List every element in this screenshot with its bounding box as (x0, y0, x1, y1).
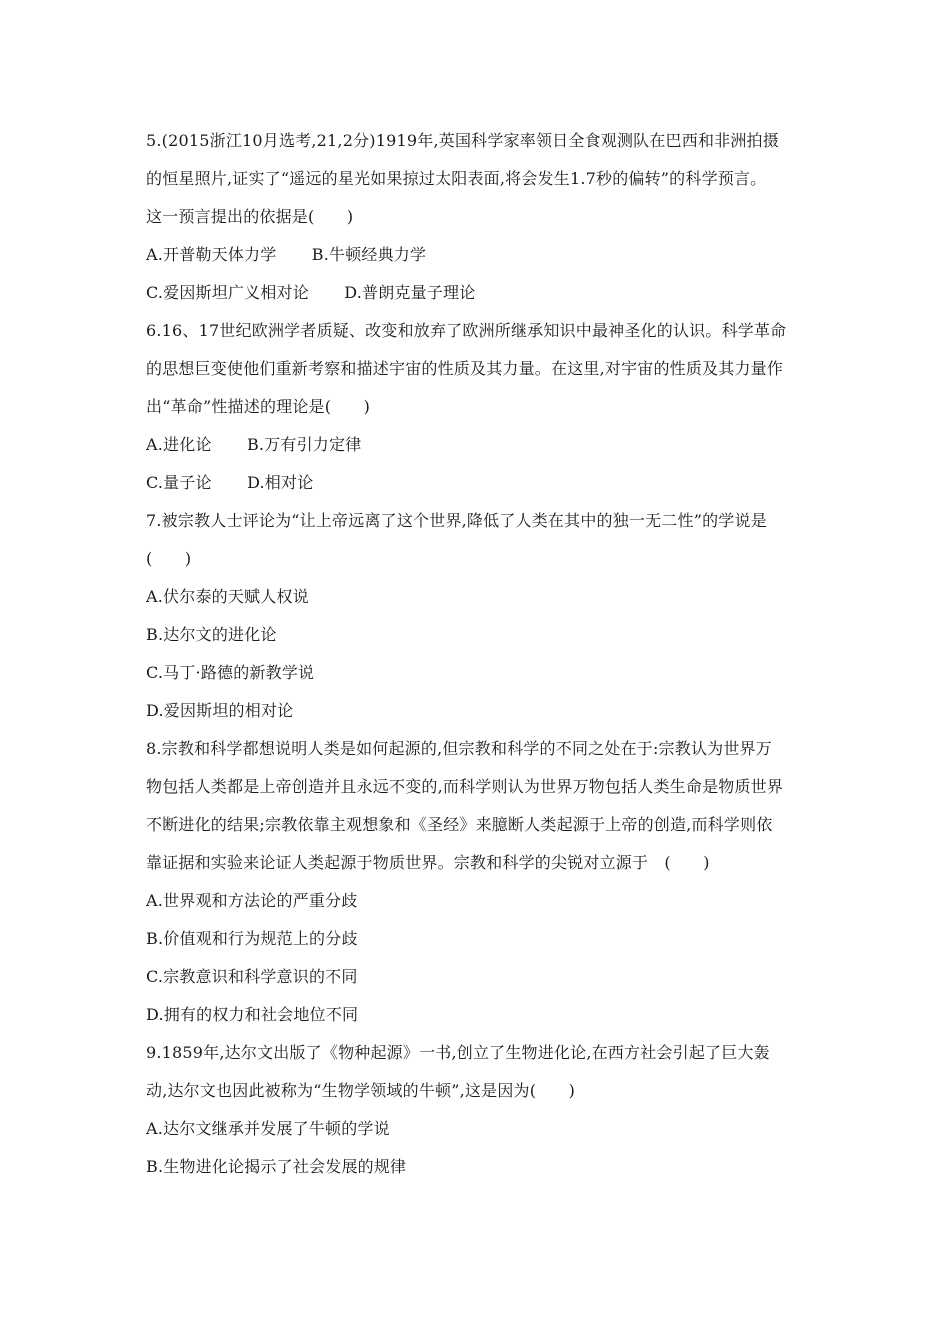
question-6-options-row-1 (146, 426, 816, 464)
question-5 (146, 122, 816, 312)
question-8-option-c: C.宗教意识和科学意识的不同 (146, 967, 358, 986)
question-8-option-a: A.世界观和方法论的严重分歧 (146, 891, 358, 910)
question-7-option-c: C.马丁·路德的新教学说 (146, 663, 315, 682)
question-5-options-row-1 (146, 236, 816, 274)
question-9 (146, 1034, 816, 1186)
question-9-stem-line-2: 动,达尔文也因此被称为“生物学领域的牛顿”,这是因为( ) (146, 1081, 576, 1100)
question-5-stem-line-3: 这一预言提出的依据是( ) (146, 207, 354, 226)
question-9-option-a: A.达尔文继承并发展了牛顿的学说 (146, 1119, 390, 1138)
question-8-option-b: B.价值观和行为规范上的分歧 (146, 929, 358, 948)
question-5-option-b: B.牛顿经典力学 (311, 245, 427, 264)
question-6-stem-line-2: 的思想巨变使他们重新考察和描述宇宙的性质及其力量。在这里,对宇宙的性质及其力量作 (146, 359, 784, 378)
question-6-option-c: C.量子论 (146, 473, 212, 492)
question-5-option-d: D.普朗克量子理论 (344, 283, 476, 302)
question-7-option-b: B.达尔文的进化论 (146, 625, 277, 644)
question-7-option-a: A.伏尔泰的天赋人权说 (146, 587, 309, 606)
question-6 (146, 312, 816, 502)
question-8-stem-line-1: 8.宗教和科学都想说明人类是如何起源的,但宗教和科学的不同之处在于:宗教认为世界万 (146, 739, 772, 758)
question-8-stem-line-2: 物包括人类都是上帝创造并且永远不变的,而科学则认为世界万物包括人类生命是物质世界 (146, 777, 784, 796)
question-7-stem-line-1: 7.被宗教人士评论为“让上帝远离了这个世界,降低了人类在其中的独一无二性”的学说是 (146, 511, 767, 530)
question-7-stem-line-2: ( ) (146, 549, 192, 568)
question-6-stem-line-3: 出“革命”性描述的理论是( ) (146, 397, 371, 416)
question-8-option-d: D.拥有的权力和社会地位不同 (146, 1005, 359, 1024)
question-9-stem-line-1: 9.1859年,达尔文出版了《物种起源》一书,创立了生物进化论,在西方社会引起了巨大轰 (146, 1043, 770, 1062)
question-6-stem-line-1: 6.16、17世纪欧洲学者质疑、改变和放弃了欧洲所继承知识中最神圣化的认识。科学革命 (146, 321, 787, 340)
question-5-stem-line-1: 5.(2015浙江10月选考,21,2分)1919年,英国科学家率领日全食观测队在巴西和非洲拍摄 (146, 131, 779, 150)
question-5-option-a: A.开普勒天体力学 (146, 245, 277, 264)
question-6-option-b: B.万有引力定律 (246, 435, 362, 454)
question-6-option-a: A.进化论 (146, 435, 212, 454)
question-7-option-d: D.爱因斯坦的相对论 (146, 701, 294, 720)
question-7 (146, 502, 816, 730)
question-6-options-row-2 (146, 464, 816, 502)
question-5-stem-line-2: 的恒星照片,证实了“遥远的星光如果掠过太阳表面,将会发生1.7秒的偏转”的科学预言。 (146, 169, 767, 188)
question-5-options-row-2 (146, 274, 816, 312)
question-8-stem-line-3: 不断进化的结果;宗教依靠主观想象和《圣经》来臆断人类起源于上帝的创造,而科学则依 (146, 815, 773, 834)
question-9-option-b: B.生物进化论揭示了社会发展的规律 (146, 1157, 407, 1176)
question-list (146, 122, 816, 1186)
question-5-option-c: C.爱因斯坦广义相对论 (146, 283, 309, 302)
question-8-stem-line-4: 靠证据和实验来论证人类起源于物质世界。宗教和科学的尖锐对立源于 ( ) (146, 853, 710, 872)
question-8 (146, 730, 816, 1034)
question-6-option-d: D.相对论 (247, 473, 314, 492)
